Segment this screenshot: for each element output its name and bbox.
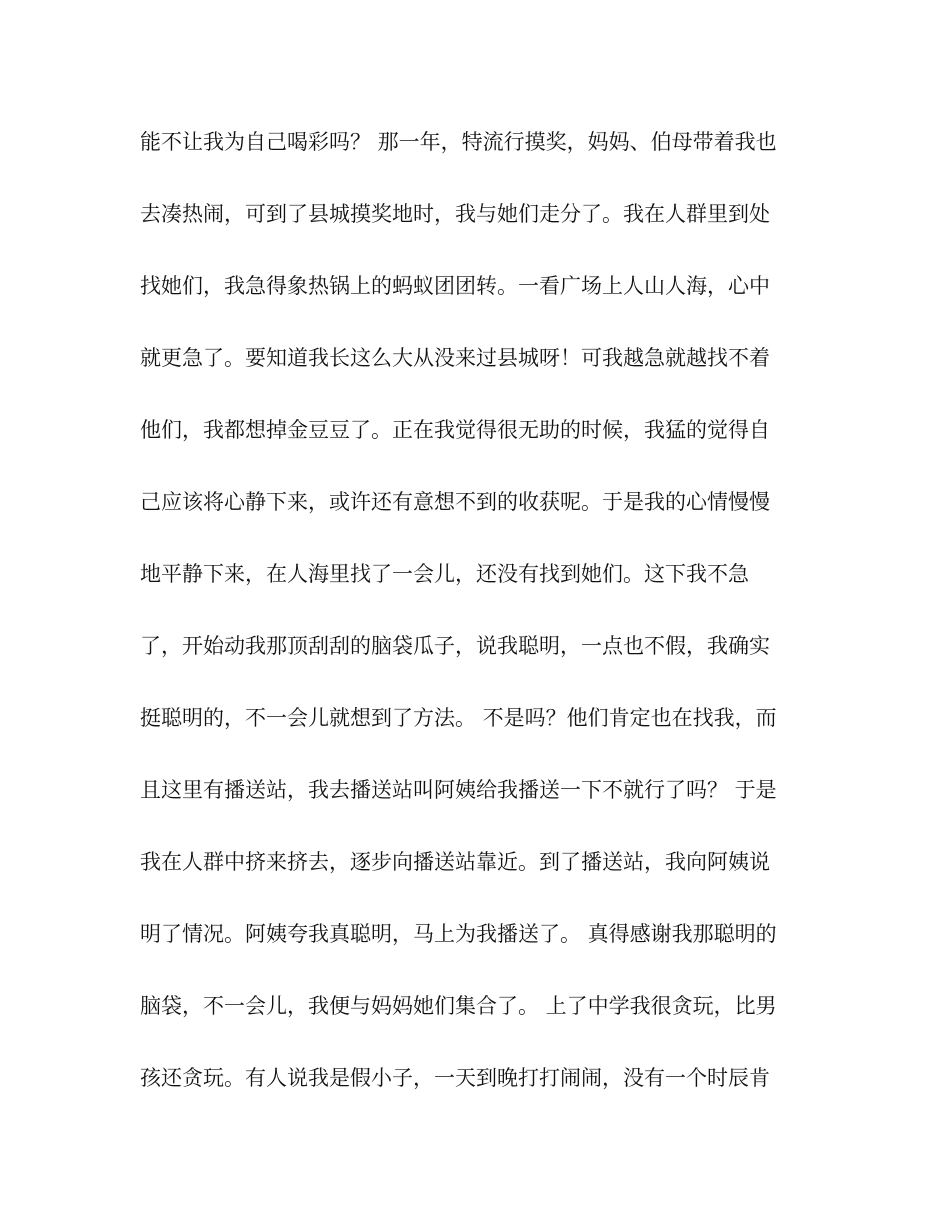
text-line: 孩还贪玩。有人说我是假小子，一天到晚打打闹闹，没有一个时辰肯 [140,1066,770,1090]
text-line: 明了情况。阿姨夸我真聪明，马上为我播送了。 真得感谢我那聪明的 [140,922,777,946]
text-line: 脑袋，不一会儿，我便与妈妈她们集合了。 上了中学我很贪玩，比男 [140,994,777,1018]
text-line: 挺聪明的，不一会儿就想到了方法。 不是吗？他们肯定也在找我，而 [140,706,777,730]
text-line: 找她们，我急得象热锅上的蚂蚁团团转。一看广场上人山人海，心中 [140,274,770,298]
text-line: 且这里有播送站，我去播送站叫阿姨给我播送一下不就行了吗？ 于是 [140,778,777,802]
text-line: 己应该将心静下来，或许还有意想不到的收获呢。于是我的心情慢慢 [140,490,770,514]
text-line: 能不让我为自己喝彩吗？ 那一年，特流行摸奖，妈妈、伯母带着我也 [140,130,777,154]
body-text [140,114,820,1122]
text-line: 我在人群中挤来挤去，逐步向播送站靠近。到了播送站，我向阿姨说 [140,850,770,874]
text-line: 去凑热闹，可到了县城摸奖地时，我与她们走分了。我在人群里到处 [140,202,770,226]
text-line: 就更急了。要知道我长这么大从没来过县城呀！可我越急就越找不着 [140,346,770,370]
text-line: 地平静下来，在人海里找了一会儿，还没有找到她们。这下我不急 [140,562,749,586]
text-line: 他们，我都想掉金豆豆了。正在我觉得很无助的时候，我猛的觉得自 [140,418,770,442]
text-line: 了，开始动我那顶刮刮的脑袋瓜子，说我聪明，一点也不假，我确实 [140,634,770,658]
